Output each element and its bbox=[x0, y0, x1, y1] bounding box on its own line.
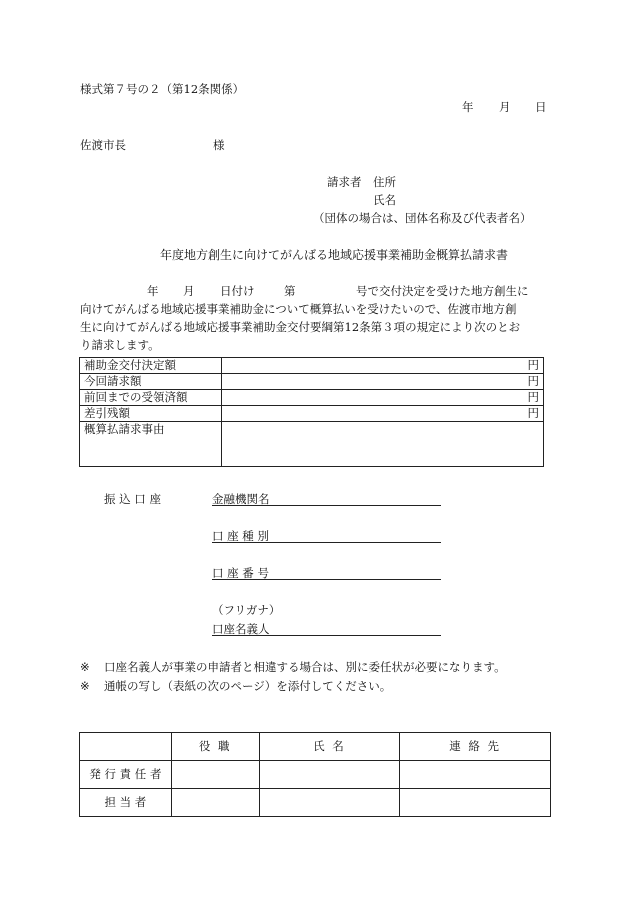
table-row bbox=[80, 406, 544, 422]
amount-label: 今回請求額 bbox=[80, 374, 222, 390]
amount-value-cell[interactable] bbox=[221, 358, 543, 374]
body-year: 年 bbox=[147, 284, 159, 298]
requester-address-label: 住所 bbox=[373, 175, 396, 189]
body-month: 月 bbox=[183, 284, 195, 298]
amount-value-cell[interactable] bbox=[221, 374, 543, 390]
amount-label: 補助金交付決定額 bbox=[80, 358, 222, 374]
reason-value-cell[interactable] bbox=[221, 422, 543, 467]
staff-position-cell[interactable] bbox=[171, 789, 259, 817]
yen-unit: 円 bbox=[527, 406, 539, 420]
document-title: 年度地方創生に向けてがんばる地域応援事業補助金概算払請求書 bbox=[160, 248, 509, 262]
amount-value-cell[interactable] bbox=[221, 390, 543, 406]
table-row bbox=[80, 374, 544, 390]
body-line1-rest: 号で交付決定を受けた地方創生に bbox=[356, 284, 529, 298]
contact-table bbox=[79, 732, 551, 817]
date-year-label: 年 bbox=[462, 100, 474, 114]
account-type-label: 口 座 種 別 bbox=[212, 529, 269, 543]
contact-header-row bbox=[80, 733, 551, 761]
body-line3: 生に向けてがんばる地域応援事業補助金交付要綱第12条第３項の規定により次のとお bbox=[80, 320, 521, 334]
body-number-prefix: 第 bbox=[284, 284, 296, 298]
name-header: 氏 名 bbox=[259, 733, 400, 761]
table-row bbox=[80, 358, 544, 374]
staff-contact-cell[interactable] bbox=[400, 789, 551, 817]
staff-label: 担 当 者 bbox=[80, 789, 172, 817]
furigana-label: （フリガナ） bbox=[212, 603, 281, 617]
account-type-field[interactable] bbox=[212, 542, 441, 543]
requester-note: （団体の場合は、団体名称及び代表者名） bbox=[313, 211, 532, 225]
table-row bbox=[80, 390, 544, 406]
account-number-label: 口 座 番 号 bbox=[212, 566, 269, 580]
account-holder-label: 口座名義人 bbox=[212, 622, 270, 636]
body-day-dated: 日付け bbox=[220, 284, 255, 298]
table-row bbox=[80, 422, 544, 467]
date-month-label: 月 bbox=[499, 100, 511, 114]
note-text: 口座名義人が事業の申請者と相違する場合は、別に委任状が必要になります。 bbox=[104, 660, 506, 674]
account-holder-field[interactable] bbox=[212, 635, 441, 636]
account-number-field[interactable] bbox=[212, 579, 441, 580]
issuer-position-cell[interactable] bbox=[171, 761, 259, 789]
requester-label: 請求者 bbox=[327, 175, 362, 189]
body-line4: り請求します。 bbox=[80, 338, 160, 352]
amount-label: 前回までの受領済額 bbox=[80, 390, 222, 406]
yen-unit: 円 bbox=[527, 358, 539, 372]
bank-section-label: 振 込 口 座 bbox=[104, 492, 161, 506]
institution-label: 金融機関名 bbox=[212, 492, 270, 506]
note-text: 通帳の写し（表紙の次のページ）を添付してください。 bbox=[104, 679, 392, 693]
amount-value-cell[interactable] bbox=[221, 406, 543, 422]
contact-header: 連 絡 先 bbox=[400, 733, 551, 761]
yen-unit: 円 bbox=[527, 390, 539, 404]
contact-corner-cell bbox=[80, 733, 172, 761]
form-number: 様式第７号の２（第12条関係） bbox=[80, 82, 245, 96]
note-mark: ※ bbox=[80, 660, 90, 674]
reason-label: 概算払請求事由 bbox=[80, 422, 222, 467]
yen-unit: 円 bbox=[527, 374, 539, 388]
issuer-label: 発 行 責 任 者 bbox=[80, 761, 172, 789]
body-line2: 向けてがんばる地域応援事業補助金について概算払いを受けたいので、佐渡市地方創 bbox=[80, 302, 517, 316]
date-day-label: 日 bbox=[535, 100, 547, 114]
amount-table bbox=[79, 357, 544, 467]
table-row bbox=[80, 761, 551, 789]
position-header: 役 職 bbox=[171, 733, 259, 761]
issuer-contact-cell[interactable] bbox=[400, 761, 551, 789]
issuer-name-cell[interactable] bbox=[259, 761, 400, 789]
note-mark: ※ bbox=[80, 679, 90, 693]
addressee-name: 佐渡市長 bbox=[80, 138, 126, 152]
requester-name-label: 氏名 bbox=[373, 193, 396, 207]
amount-label: 差引残額 bbox=[80, 406, 222, 422]
institution-field[interactable] bbox=[212, 505, 441, 506]
staff-name-cell[interactable] bbox=[259, 789, 400, 817]
table-row bbox=[80, 789, 551, 817]
addressee-honorific: 様 bbox=[213, 138, 225, 152]
